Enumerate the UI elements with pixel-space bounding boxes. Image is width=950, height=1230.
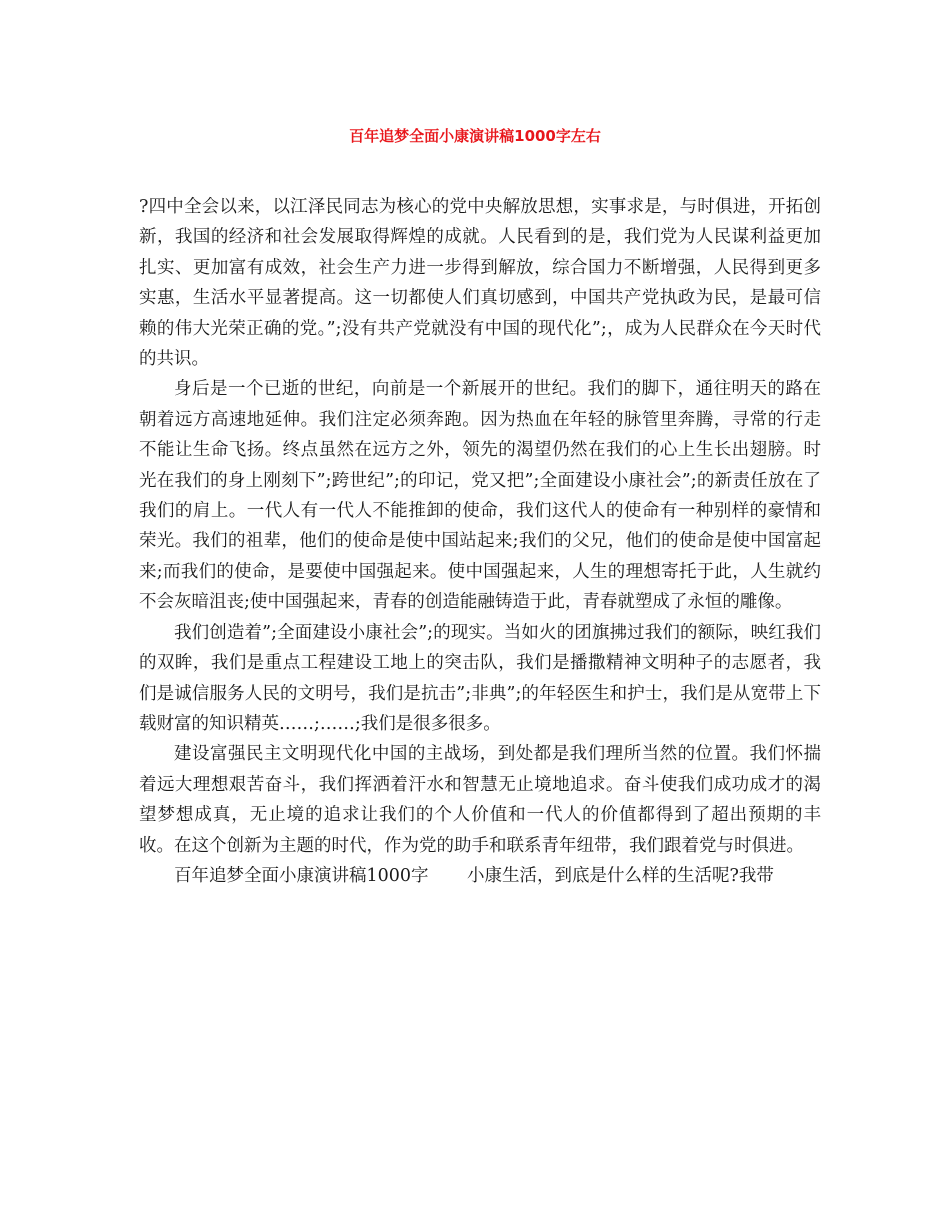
paragraph-5-part-1: 百年追梦全面小康演讲稿1000字 bbox=[174, 865, 429, 886]
paragraph-2: 身后是一个已逝的世纪，向前是一个新展开的世纪。我们的脚下，通往明天的路在朝着远方高速地延伸。我们注定必须奔跑。因为热血在年轻的脉管里奔腾，寻常的行走不能让生命飞扬。终点虽然在远方之外，领先的渴望仍然在我们的心上生长出翅膀。时光在我们的身上刚刻下”;跨世纪”;的印记，党又把”;全面建设小康社会”;的新责任放在了我们的肩上。一代人有一代人不能推卸的使命，我们这代人的使命有一种别样的豪情和荣光。我们的祖辈，他们的使命是使中国站起来;我们的父兄，他们的使命是使中国富起来;而我们的使命，是要使中国强起来。使中国强起来，人生的理想寄托于此，人生就约不会灰暗沮丧;使中国强起来，青春的创造能融铸造于此，青春就塑成了永恒的雕像。 bbox=[139, 379, 821, 613]
paragraph-5 bbox=[139, 861, 821, 891]
paragraph-4: 建设富强民主文明现代化中国的主战场，到处都是我们理所当然的位置。我们怀揣着远大理想艰苦奋斗，我们挥洒着汗水和智慧无止境地追求。奋斗使我们成功成才的渴望梦想成真，无止境的追求让我们的个人价值和一代人的价值都得到了超出预期的丰收。在这个创新为主题的时代，作为党的助手和联系青年纽带，我们跟着党与时俱进。 bbox=[139, 744, 821, 856]
paragraph-5-part-2: 小康生活，到底是什么样的生活呢?我带 bbox=[467, 865, 774, 886]
document-body bbox=[139, 192, 821, 891]
document-title: 百年追梦全面小康演讲稿1000字左右 bbox=[349, 127, 601, 145]
paragraph-1: ?四中全会以来，以江泽民同志为核心的党中央解放思想，实事求是，与时俱进，开拓创新，我国的经济和社会发展取得辉煌的成就。人民看到的是，我们党为人民谋利益更加扎实、更加富有成效，社会生产力进一步得到解放，综合国力不断增强，人民得到更多实惠，生活水平显著提高。这一切都使人们真切感到，中国共产党执政为民，是最可信赖的伟大光荣正确的党。”;没有共产党就没有中国的现代化”;，成为人民群众在今天时代的共识。 bbox=[139, 197, 821, 370]
paragraph-3: 我们创造着”;全面建设小康社会”;的现实。当如火的团旗拂过我们的额际，映红我们的双眸，我们是重点工程建设工地上的突击队，我们是播撒精神文明种子的志愿者，我们是诚信服务人民的文明号，我们是抗击”;非典”;的年轻医生和护士，我们是从宽带上下载财富的知识精英……;……;我们是很多很多。 bbox=[139, 622, 821, 734]
